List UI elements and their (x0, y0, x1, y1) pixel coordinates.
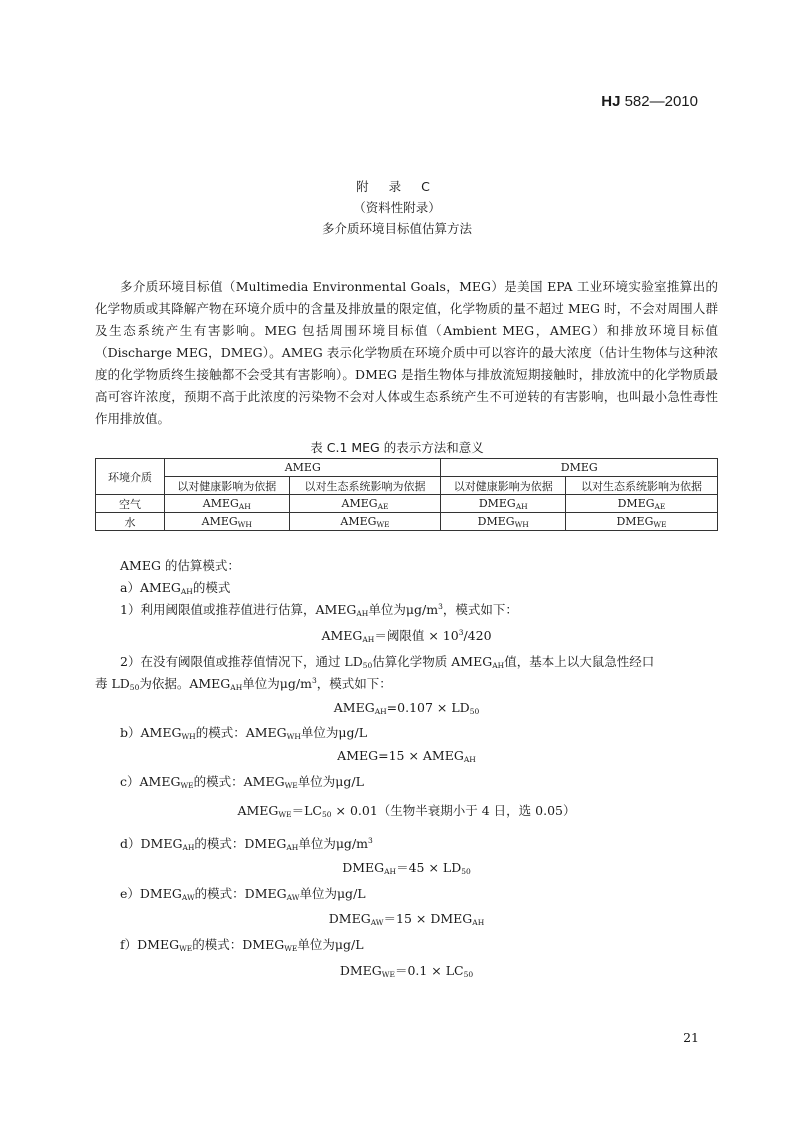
row-air-label: 空气 (96, 495, 165, 513)
table-caption: 表 C.1 MEG 的表示方法和意义 (310, 440, 484, 455)
cell-dmeg-wh: $DMEG_{WH}$ (441, 513, 566, 531)
item-f: $f)DMEG_{WE}$的模式：$DMEG_{WE}$单位为μg/L (120, 937, 364, 953)
page-number: 21 (683, 1030, 699, 1045)
row-water-label: 水 (96, 513, 165, 531)
item-a1: 1）利用阈限值或推荐值进行估算，$AMEG_{AH}$单位为$\mu g/m^3$，模式如下： (120, 602, 518, 618)
appendix-label: 附 录 C (356, 179, 438, 194)
section-intro: AMEG 的估算模式： (120, 558, 240, 573)
appendix-titles (0, 176, 794, 239)
meg-table (95, 458, 718, 531)
formula-5: $DMEG_{AH}=45 \times LD_{50}$ (342, 860, 471, 876)
item-e: $e)DMEG_{AW}$的模式：$DMEG_{AW}$单位为μg/L (120, 886, 366, 902)
formula-7: $DMEG_{WE}=0.1 \times LC_{50}$ (339, 963, 474, 979)
appendix-type: （资料性附录） (353, 200, 441, 215)
cell-ameg-ah: $AMEG_{AH}$ (165, 495, 290, 513)
header-dmeg: DMEG (441, 459, 718, 477)
table-row (96, 513, 718, 531)
item-d: $d)DMEG_{AH}$的模式：$DMEG_{AH}$单位为$\mu g/m^3$ (120, 836, 373, 852)
cell-ameg-ae: $AMEG_{AE}$ (289, 495, 441, 513)
table-row (96, 495, 718, 513)
cell-ameg-wh: $AMEG_{WH}$ (165, 513, 290, 531)
formula-4: $AMEG_{WE}=LC_{50} \times 0.01$（生物半衰期小于 4 日，选 0.05） (237, 803, 576, 819)
standard-code: HJ 582—2010 (601, 93, 698, 110)
cell-dmeg-ah: $DMEG_{AH}$ (441, 495, 566, 513)
intro-paragraph: 多介质环境目标值（Multimedia Environmental Goals，MEG）是美国 EPA 工业环境实验室推算出的化学物质或其降解产物在环境介质中的含量及排放量的限定值，化学物质的量不超过 MEG 时，不会对周围人群及生态系统产生有害影响。MEG 包括周围环境目标值（Ambient MEG，AMEG）和排放环境目标值（Discharge MEG，DMEG）。AMEG 表示化学物质在环境介质中可以容许的最大浓度（估计生物体与这种浓度的化学物质终生接触都不会受其有害影响）。DMEG 是指生物体与排放流短期接触时，排放流中的化学物质最高可容许浓度，预期不高于此浓度的污染物不会对人体或生态系统产生不可逆转的有害影响，也叫最小急性毒性作用排放值。 (95, 279, 718, 426)
formula-6: $DMEG_{AW}=15$ × $DMEG_{AH}$ (328, 911, 485, 927)
appendix-title: 多介质环境目标值估算方法 (321, 221, 472, 236)
header-dmeg-eco: 以对生态系统影响为依据 (566, 477, 718, 495)
item-b: $b)AMEG_{WH}$的模式：$AMEG_{WH}$单位为μg/L (120, 725, 368, 741)
item-a: $a)AMEG_{AH}$的模式 (120, 580, 231, 596)
item-a2-line1: 2）在没有阈限值或推荐值情况下，通过 $LD_{50}$估算化学物质 $AMEG_{AH}$值，基本上以大鼠急性经口 (120, 654, 655, 670)
header-ameg-health: 以对健康影响为依据 (165, 477, 290, 495)
cell-dmeg-ae: $DMEG_{AE}$ (566, 495, 718, 513)
formula-1: $AMEG_{AH}=$阈限值 × $10^3/420$ (321, 628, 492, 644)
item-a2-line2: 毒 $LD_{50}$为依据。$AMEG_{AH}$单位为$\mu g/m^3$，模式如下： (95, 676, 392, 692)
header-dmeg-health: 以对健康影响为依据 (441, 477, 566, 495)
formula-2: $AMEG_{AH}=0.107 \times LD_{50}$ (333, 700, 480, 716)
header-ameg-eco: 以对生态系统影响为依据 (289, 477, 441, 495)
cell-ameg-we: $AMEG_{WE}$ (289, 513, 441, 531)
cell-dmeg-we: $DMEG_{WE}$ (566, 513, 718, 531)
formula-3: AMEG=15 × $AMEG_{AH}$ (337, 748, 476, 764)
header-medium: 环境介质 (96, 459, 165, 495)
header-ameg: AMEG (165, 459, 441, 477)
item-c: $c)AMEG_{WE}$的模式：$AMEG_{WE}$单位为μg/L (120, 774, 364, 790)
